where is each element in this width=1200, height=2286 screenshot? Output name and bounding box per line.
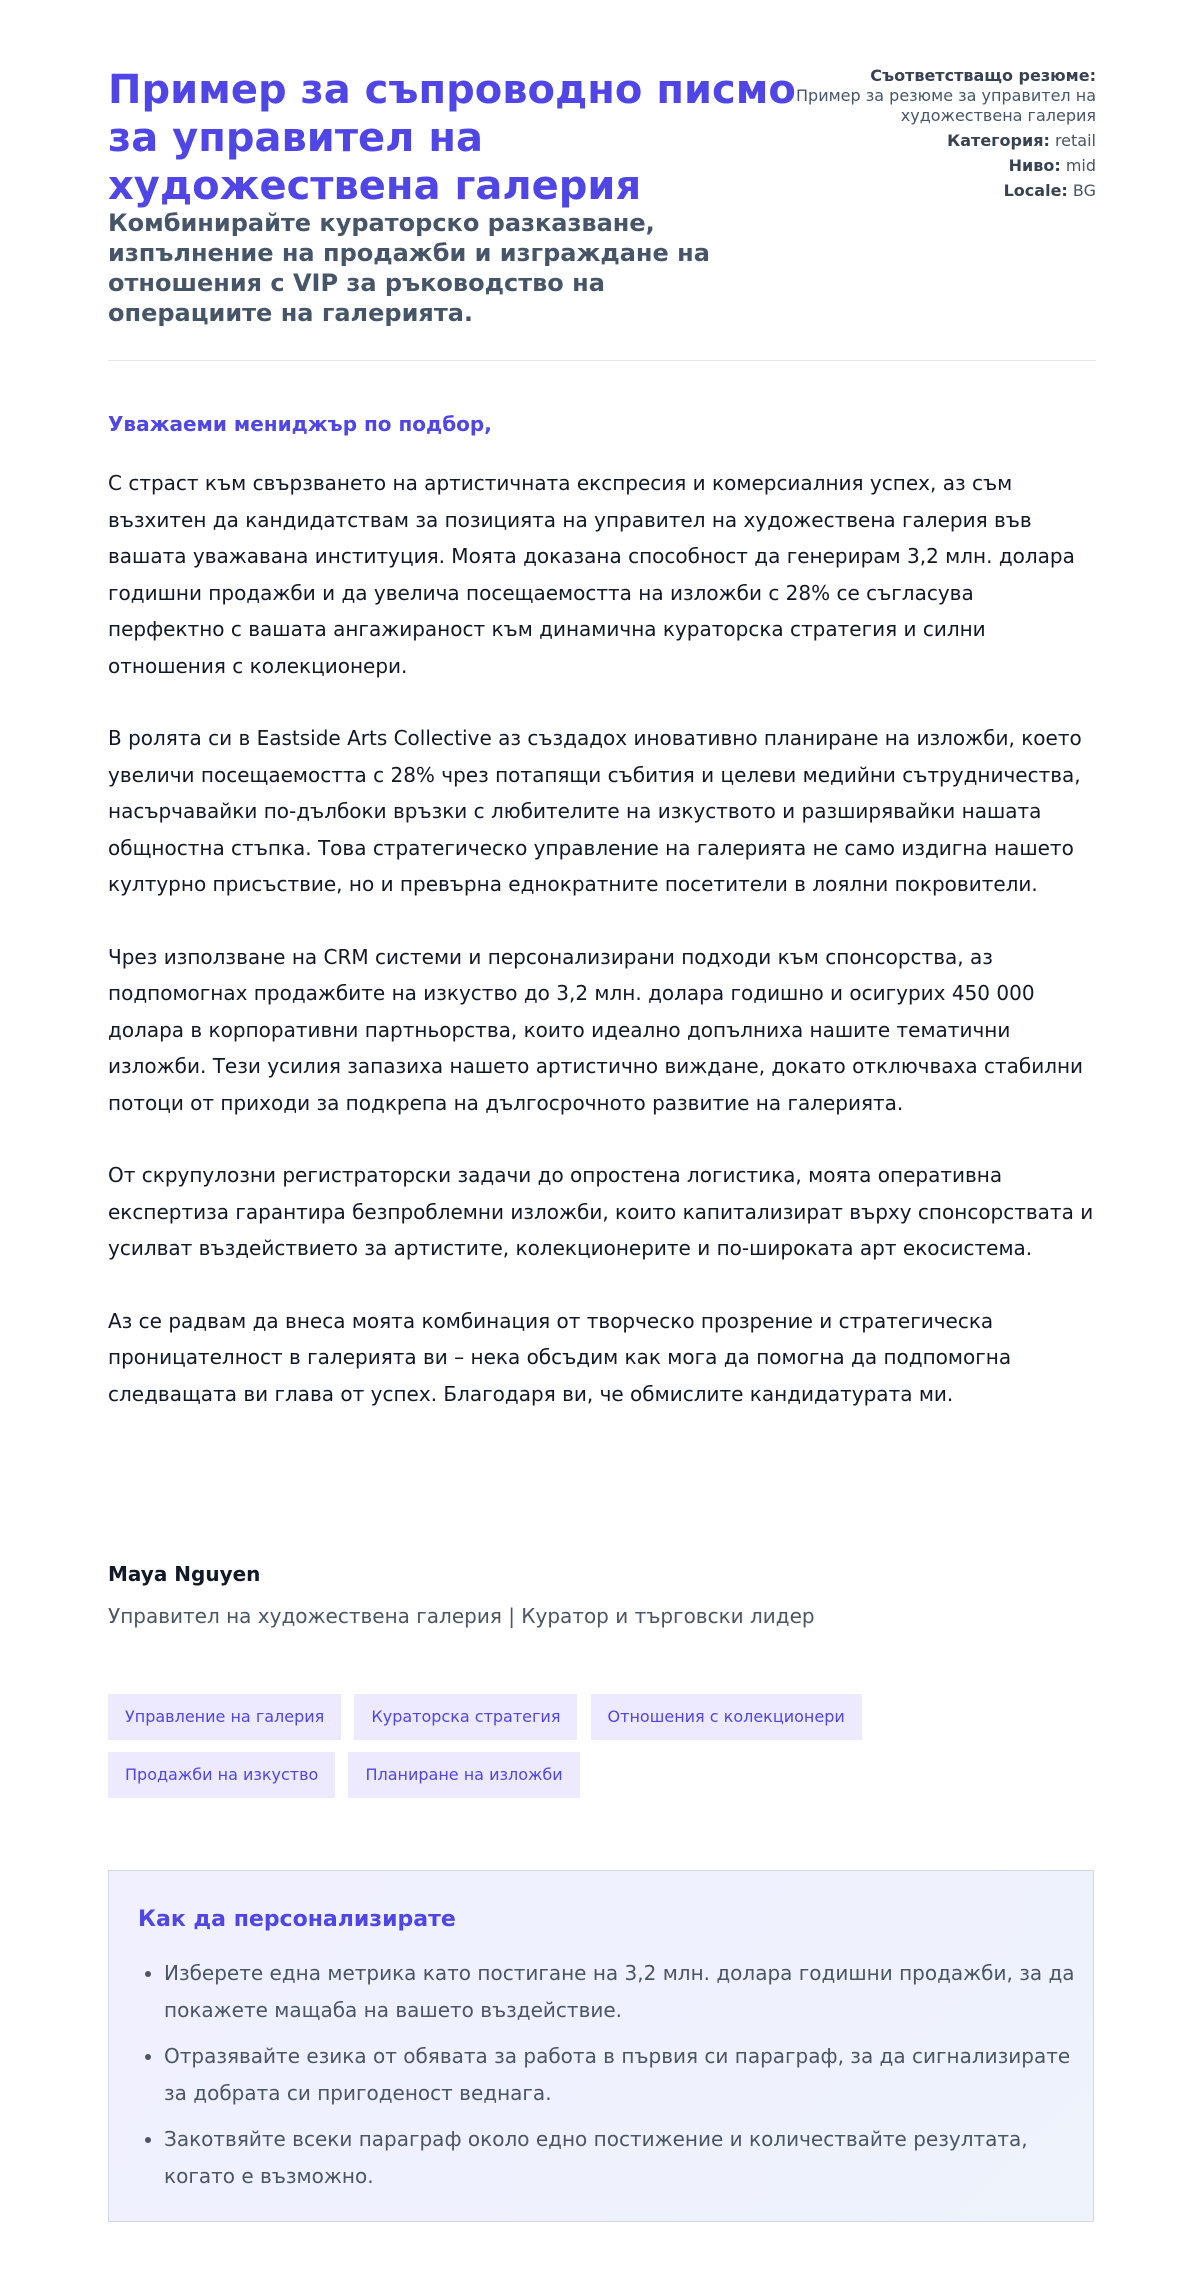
tips-list bbox=[138, 1955, 1094, 2204]
tip-item: • Отразявайте езика от обявата за работа в първия си параграф, за да сигнализирате за добрата си пригоденост веднага. bbox=[164, 2038, 1094, 2112]
meta-category-label: Категория: bbox=[947, 131, 1050, 150]
page-subtitle: Комбинирайте кураторско разказване, изпълнение на продажби и изграждане на отношения с VIP за ръководство на операциите на галерията. bbox=[108, 209, 710, 327]
skill-tag: Управление на галерия bbox=[108, 1694, 341, 1740]
tips-panel bbox=[108, 1870, 1094, 2222]
letter-paragraph: В ролята си в Eastside Arts Collective аз създадох иновативно планиране на изложби, което увеличи посещаемостта с 28% чрез потапящи събития и целеви медийни сътрудничества, насърчавайки по-дълбоки връзки с любителите на изкуството и разширявайки нашата общностна стъпка. Това стратегическо управление на галерията не само издигна нашето културно присъствие, но и превърна еднократните посетители в лоялни покровители. bbox=[108, 726, 1082, 896]
skill-tag: Кураторска стратегия bbox=[354, 1694, 577, 1740]
skill-tags bbox=[108, 1694, 1096, 1810]
meta-panel bbox=[796, 66, 1096, 206]
meta-level-value: mid bbox=[1065, 156, 1096, 175]
meta-locale bbox=[796, 181, 1096, 201]
meta-locale-label: Locale: bbox=[1003, 181, 1068, 200]
meta-resume-value: Пример за резюме за управител на художествена галерия bbox=[796, 86, 1096, 125]
meta-level-label: Ниво: bbox=[1008, 156, 1061, 175]
signature-role: Управител на художествена галерия | Куратор и търговски лидер bbox=[108, 1604, 815, 1628]
signature-name: Maya Nguyen bbox=[108, 1562, 261, 1586]
letter-paragraph: С страст към свързването на артистичната експресия и комерсиалния успех, аз съм възхитен да кандидатствам за позицията на управител на художествена галерия във вашата уважавана институция. Моята доказана способност да генерирам 3,2 млн. долара годишни продажби и да увелича посещаемостта на изложби с 28% се съгласува перфектно с вашата ангажираност към динамична кураторска стратегия и силни отношения с колекционери. bbox=[108, 471, 1075, 678]
meta-resume-label: Съответстващо резюме: bbox=[870, 66, 1096, 85]
skill-tag: Продажби на изкуство bbox=[108, 1752, 335, 1798]
letter-paragraph: Аз се радвам да внеса моята комбинация от творческо прозрение и стратегическа проницателност в галерията ви – нека обсъдим как мога да помогна да подпомогна следващата ви глава от успех. Благодаря ви, че обмислите кандидатурата ми. bbox=[108, 1308, 1012, 1406]
meta-resume bbox=[796, 66, 1096, 126]
tips-title: Как да персонализирате bbox=[138, 1907, 456, 1932]
header bbox=[108, 66, 1096, 326]
skill-tag: Отношения с колекционери bbox=[591, 1694, 862, 1740]
letter-paragraph: Чрез използване на CRM системи и персонализирани подходи към спонсорства, аз подпомогнах продажбите на изкуство до 3,2 млн. долара годишно и осигурих 450 000 долара в корпоративни партньорства, които идеално допълниха нашите тематични изложби. Тези усилия запазиха нашето артистично виждане, докато отключваха стабилни потоци от приходи за подкрепа на дългосрочното развитие на галерията. bbox=[108, 944, 1084, 1115]
skill-tag: Планиране на изложби bbox=[348, 1752, 579, 1798]
tip-item: • Закотвяйте всеки параграф около едно постижение и количествайте резултата, когато е възможно. bbox=[164, 2121, 1094, 2195]
letter-body bbox=[108, 465, 1096, 1448]
salutation: Уважаеми мениджър по подбор, bbox=[108, 412, 492, 436]
header-divider bbox=[108, 360, 1096, 361]
meta-level bbox=[796, 156, 1096, 176]
meta-locale-value: BG bbox=[1072, 181, 1096, 200]
tip-item: • Изберете една метрика като постигане на 3,2 млн. долара годишни продажби, за да покажете мащаба на вашето въздействие. bbox=[164, 1955, 1094, 2029]
letter-paragraph: От скрупулозни регистраторски задачи до опростена логистика, моята оперативна експертиза гарантира безпроблемни изложби, които капитализират върху спонсорствата и усилват въздействието за артистите, колекционерите и по-широката арт екосистема. bbox=[108, 1163, 1094, 1260]
meta-category-value: retail bbox=[1054, 131, 1096, 150]
meta-category bbox=[796, 131, 1096, 151]
page-title: Пример за съпроводно писмо за управител на художествена галерия bbox=[108, 67, 796, 209]
